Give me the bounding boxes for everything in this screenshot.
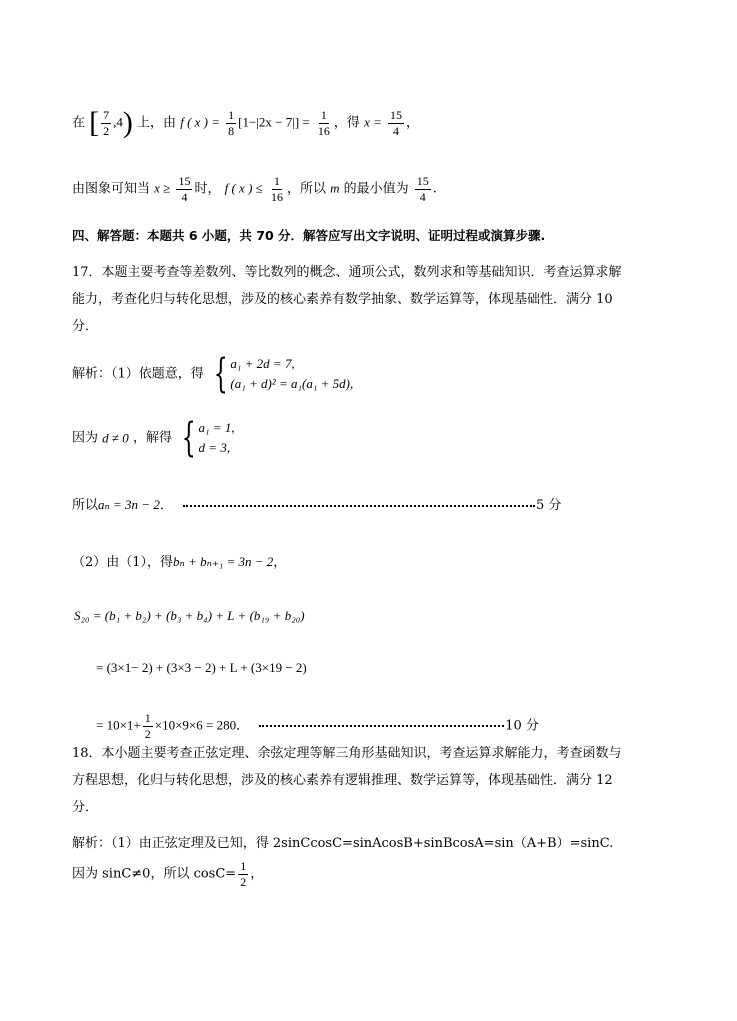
f-expr: f ( x ) = [180, 114, 221, 130]
text-prefix: 在 [72, 115, 86, 131]
bracket-expr: [1−|2x − 7|] = [238, 114, 310, 130]
q17-description-line2: 能力，考查化归与转化思想，涉及的核心素养有数学抽象、数学运算等，体现基础性．满分 10 [72, 292, 613, 307]
fraction: $\frac{1}{16}$ [317, 107, 330, 138]
fraction: $\frac{1}{8}$ [228, 107, 235, 138]
section-heading: 四、解答题：本题共 6 小题，共 70 分．解答应写出文字说明、证明过程或演算步骤. [72, 228, 546, 243]
line-interval-equation [72, 108, 419, 138]
equation-system [176, 415, 235, 462]
score-label: 5 分 [536, 498, 562, 513]
formula: aₙ = 3n − 2 [98, 497, 160, 512]
text-mid3: 的最小值为 [343, 181, 409, 197]
text-end: ， [273, 555, 287, 570]
q17-description-line1: 17．本题主要考查等差数列、等比数列的概念、通项公式，数列求和等基础知识．考查运算求解 [72, 265, 622, 280]
formula: bₙ + bₙ₊₁ = 3n − 2 [173, 554, 274, 569]
fraction: $\frac{1}{16}$ [270, 174, 283, 204]
left-bracket: [ [89, 106, 100, 139]
q18-description-line3: 分． [72, 800, 99, 815]
equation-row: (a₁ + d)² = a₁(a₁ + 5d), [230, 376, 354, 392]
interval-rest: ,4 [113, 114, 123, 130]
text-prefix: （2）由（1），得 [72, 555, 174, 570]
equation-row: a₁ + 2d = 7, [230, 356, 295, 371]
sum-part-a: = 10×1+ [96, 717, 141, 733]
fraction: $\frac{1}{2}$ [240, 859, 247, 889]
x-expr: x ≥ [154, 180, 171, 196]
f-expr: f ( x ) ≤ [224, 180, 263, 196]
text-end: ， [250, 866, 264, 882]
text-mid: 时， [194, 181, 221, 197]
text-mid: ，解得 [132, 430, 172, 446]
solution-part1-system [72, 351, 354, 398]
text-end: ． [159, 498, 173, 513]
text-prefix: 由图象可知当 [72, 181, 151, 197]
fraction: $\frac{7}{2}$ [103, 107, 110, 138]
solution-part1-result [72, 415, 235, 462]
line-graph-conclusion [72, 175, 437, 203]
text-end: ， [406, 115, 420, 131]
fraction: $\frac{15}{4}$ [416, 174, 429, 204]
text-prefix: 因为 [72, 430, 99, 446]
text-prefix: 因为 sinC≠0，所以 cosC= [72, 866, 237, 882]
equation-system [208, 351, 354, 398]
text-end: ． [236, 718, 250, 734]
leader-dots [259, 725, 504, 727]
text-mid: 上，由 [137, 115, 177, 131]
leader-dots [183, 505, 535, 507]
left-brace: { [213, 351, 228, 398]
q18-description-line1: 18．本小题主要考查正弦定理、余弦定理等解三角形基础知识，考查运算求解能力，考查函数与 [72, 746, 622, 761]
left-brace: { [181, 415, 196, 462]
sum-line2: = (3×1− 2) + (3×3 − 2) + L + (3×19 − 2) [96, 660, 307, 675]
solution-part2-start [72, 555, 286, 569]
fraction: $\frac{15}{4}$ [178, 174, 191, 204]
text-comma: ，得 [333, 115, 360, 131]
q18-solution-line1: 解析：（1）由正弦定理及已知，得 2sinCcosC=sinAcosB+sinBcosA=sin（A+B）=sinC. [72, 836, 614, 851]
sum-part-b: ×10×9×6 = 280 [154, 717, 237, 733]
q17-description-line3: 分． [72, 319, 99, 334]
score-label: 10 分 [505, 718, 539, 734]
sum-line1: S₂₀ = (b₁ + b₂) + (b₃ + b₄) + L + (b₁₉ + b₂₀) [74, 608, 305, 623]
fraction: $\frac{1}{2}$ [144, 711, 151, 741]
sum-line3 [96, 712, 539, 740]
m-var: m [330, 180, 340, 196]
text-end: . [432, 181, 437, 197]
right-paren: ) [122, 106, 133, 139]
x-expr: x = [364, 114, 382, 130]
q18-description-line2: 方程思想，化归与转化思想，涉及的核心素养有逻辑推理、数学运算等，体现基础性．满分 12 [72, 773, 613, 788]
equation-row: a₁ = 1, [198, 420, 235, 435]
text-mid2: ，所以 [286, 181, 326, 197]
text-prefix: 所以 [72, 498, 99, 513]
equation-row: d = 3, [198, 440, 231, 456]
text-prefix: 解析：（1）依题意，得 [72, 366, 204, 382]
q18-solution-line2 [72, 860, 263, 888]
fraction: $\frac{15}{4}$ [390, 107, 402, 138]
solution-part1-formula [72, 498, 561, 512]
condition: d ≠ 0 [102, 430, 129, 446]
